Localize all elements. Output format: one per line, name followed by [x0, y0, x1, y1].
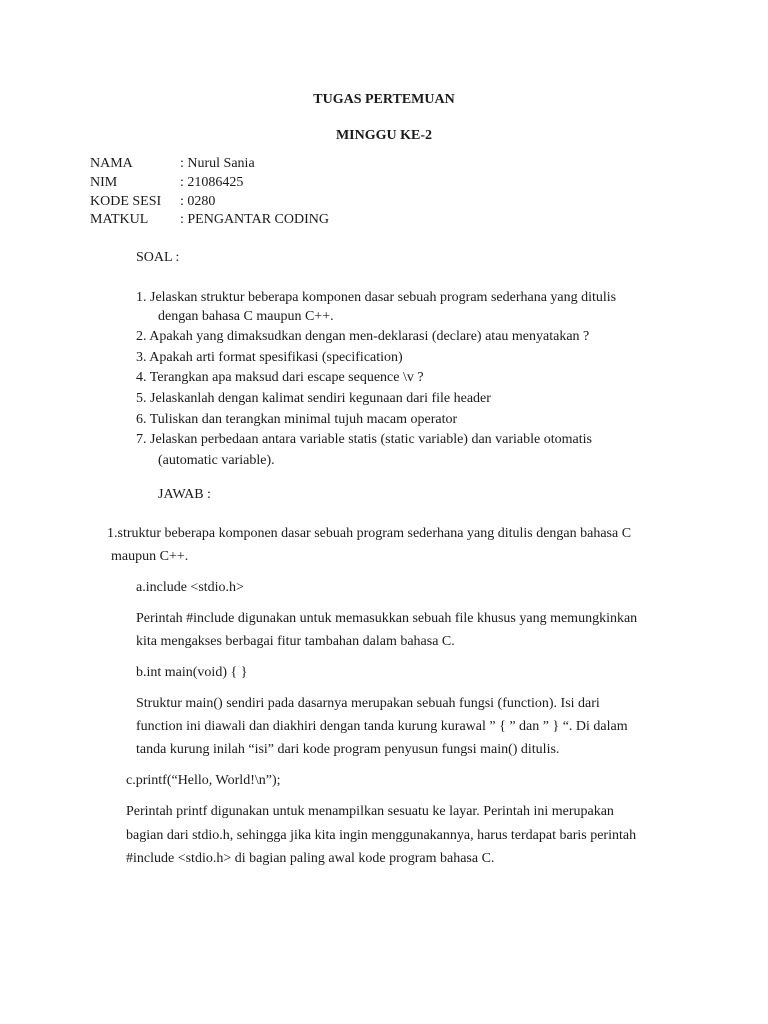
identity-value-nama: : Nurul Sania: [180, 156, 255, 171]
answer-1a-text-line1: Perintah #include digunakan untuk memasukkan sebuah file khusus yang memungkinkan: [136, 611, 638, 626]
soal-item-7: 7. Jelaskan perbedaan antara variable statis (static variable) dan variable otomatis: [136, 432, 592, 447]
answer-1-intro-continued: maupun C++.: [111, 549, 189, 564]
answer-1a-text-line2: kita mengakses berbagai fitur tambahan dalam bahasa C.: [136, 634, 455, 649]
identity-label-matkul: MATKUL: [90, 212, 149, 227]
identity-value-kode-sesi: : 0280: [180, 194, 216, 209]
soal-item-5: 5. Jelaskanlah dengan kalimat sendiri kegunaan dari file header: [136, 391, 491, 406]
identity-label-nim: NIM: [90, 175, 118, 190]
identity-label-kode-sesi: KODE SESI: [90, 194, 162, 209]
answer-1-intro: 1.struktur beberapa komponen dasar sebuah program sederhana yang ditulis dengan bahasa C: [107, 526, 632, 541]
document-subtitle: MINGGU KE-2: [335, 128, 433, 143]
answer-1c-heading: c.printf(“Hello, World!\n”);: [126, 773, 281, 788]
soal-item-1: 1. Jelaskan struktur beberapa komponen dasar sebuah program sederhana yang ditulis: [136, 290, 617, 305]
soal-item-1-continued: dengan bahasa C maupun C++.: [158, 309, 334, 324]
soal-heading: SOAL :: [136, 250, 180, 265]
soal-item-7-continued: (automatic variable).: [158, 453, 275, 468]
identity-label-nama: NAMA: [90, 156, 133, 171]
jawab-heading: JAWAB :: [158, 487, 211, 502]
soal-item-3: 3. Apakah arti format spesifikasi (specification): [136, 350, 403, 365]
answer-1b-text-line1: Struktur main() sendiri pada dasarnya merupakan sebuah fungsi (function). Isi dari: [136, 696, 600, 711]
answer-1c-text-line2: bagian dari stdio.h, sehingga jika kita ingin menggunakannya, harus terdapat baris perintah: [126, 828, 637, 843]
answer-1a-heading: a.include <stdio.h>: [136, 580, 244, 595]
soal-item-2: 2. Apakah yang dimaksudkan dengan men-deklarasi (declare) atau menyatakan ?: [136, 329, 590, 344]
identity-value-matkul: : PENGANTAR CODING: [180, 212, 329, 227]
answer-1b-text-line3: tanda kurung inilah “isi” dari kode program penyusun fungsi main() ditulis.: [136, 742, 560, 757]
identity-value-nim: : 21086425: [180, 175, 244, 190]
soal-item-4: 4. Terangkan apa maksud dari escape sequence \v ?: [136, 370, 424, 385]
answer-1c-text-line3: #include <stdio.h> di bagian paling awal kode program bahasa C.: [126, 851, 495, 866]
answer-1b-heading: b.int main(void) { }: [136, 665, 248, 680]
soal-item-6: 6. Tuliskan dan terangkan minimal tujuh macam operator: [136, 412, 458, 427]
answer-1b-text-line2: function ini diawali dan diakhiri dengan tanda kurung kurawal ” { ” dan ” } “. Di dalam: [136, 719, 628, 734]
answer-1c-text-line1: Perintah printf digunakan untuk menampilkan sesuatu ke layar. Perintah ini merupakan: [126, 804, 614, 819]
document-title: TUGAS PERTEMUAN: [313, 92, 455, 107]
